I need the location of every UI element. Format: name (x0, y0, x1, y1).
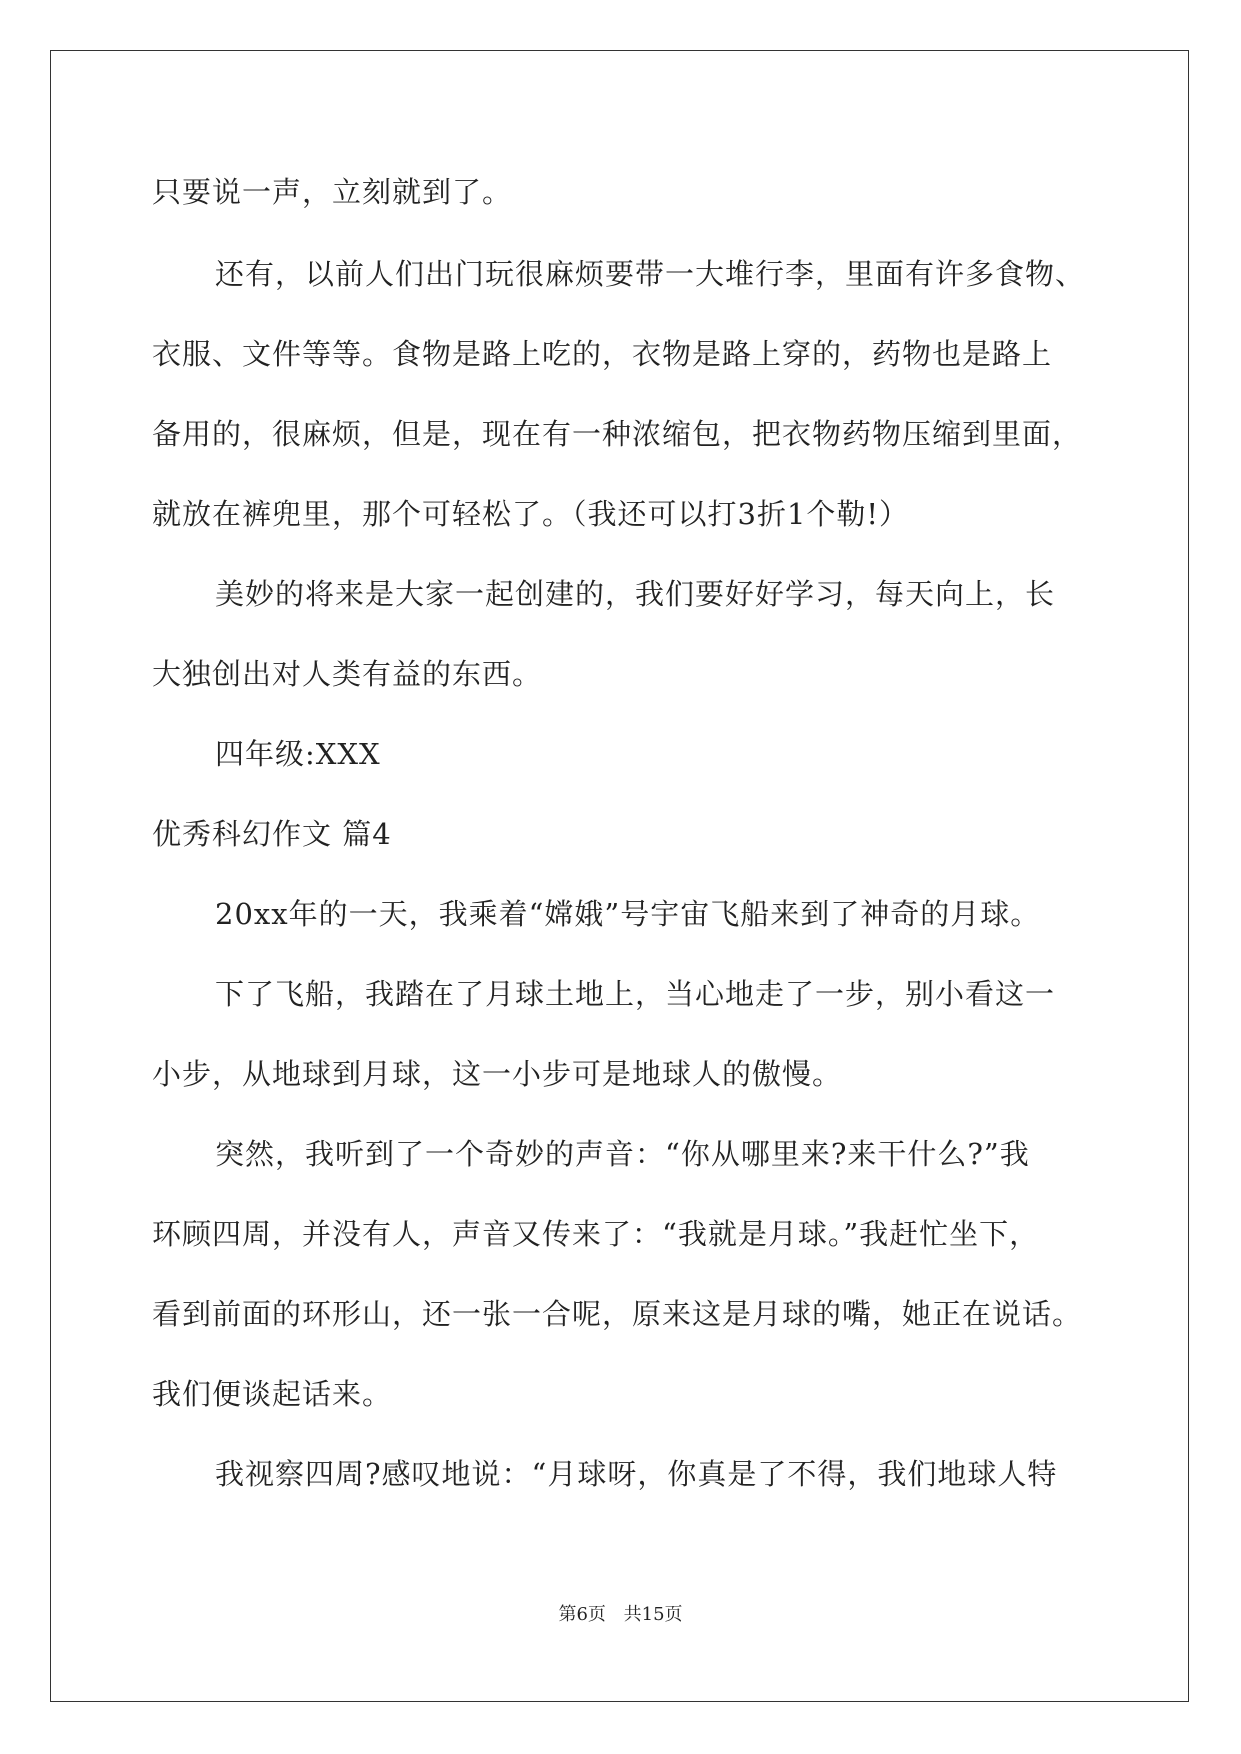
text-line: 小步，从地球到月球，这一小步可是地球人的傲慢。 (152, 1057, 843, 1091)
paragraph-line: 下了飞船，我踏在了月球土地上，当心地走了一步，别小看这一 (215, 977, 1056, 1011)
text-line: 大独创出对人类有益的东西。 (152, 657, 543, 691)
text-line: 衣服、文件等等。食物是路上吃的，衣物是路上穿的，药物也是路上 (152, 337, 1053, 371)
document-body (152, 160, 1102, 1514)
paragraph-line: 突然，我听到了一个奇妙的声音：“你从哪里来?来干什么?”我 (215, 1137, 1030, 1171)
text-line: 环顾四周，并没有人，声音又传来了：“我就是月球。”我赶忙坐下， (152, 1217, 1040, 1251)
page-number-current: 第6页 (558, 1604, 606, 1625)
paragraph-line: 美妙的将来是大家一起创建的，我们要好好学习，每天向上，长 (215, 577, 1056, 611)
paragraph-line: 还有，以前人们出门玩很麻烦要带一大堆行李，里面有许多食物、 (215, 257, 1086, 291)
text-line: 我们便谈起话来。 (152, 1377, 393, 1411)
page-footer (0, 1600, 1241, 1626)
page-number-total: 共15页 (623, 1604, 683, 1625)
author-line: 四年级:XXX (215, 737, 381, 771)
text-line: 只要说一声，立刻就到了。 (152, 175, 513, 209)
text-line: 就放在裤兜里，那个可轻松了。（我还可以打3折1个勒!） (152, 497, 910, 531)
text-line: 备用的，很麻烦，但是，现在有一种浓缩包，把衣物药物压缩到里面， (152, 417, 1083, 451)
section-heading: 优秀科幻作文 篇4 (152, 817, 392, 851)
text-line: 看到前面的环形山，还一张一合呢，原来这是月球的嘴，她正在说话。 (152, 1297, 1083, 1331)
paragraph-line: 20xx年的一天，我乘着“嫦娥”号宇宙飞船来到了神奇的月球。 (215, 897, 1041, 931)
paragraph-line: 我视察四周?感叹地说：“月球呀，你真是了不得，我们地球人特 (215, 1457, 1058, 1491)
